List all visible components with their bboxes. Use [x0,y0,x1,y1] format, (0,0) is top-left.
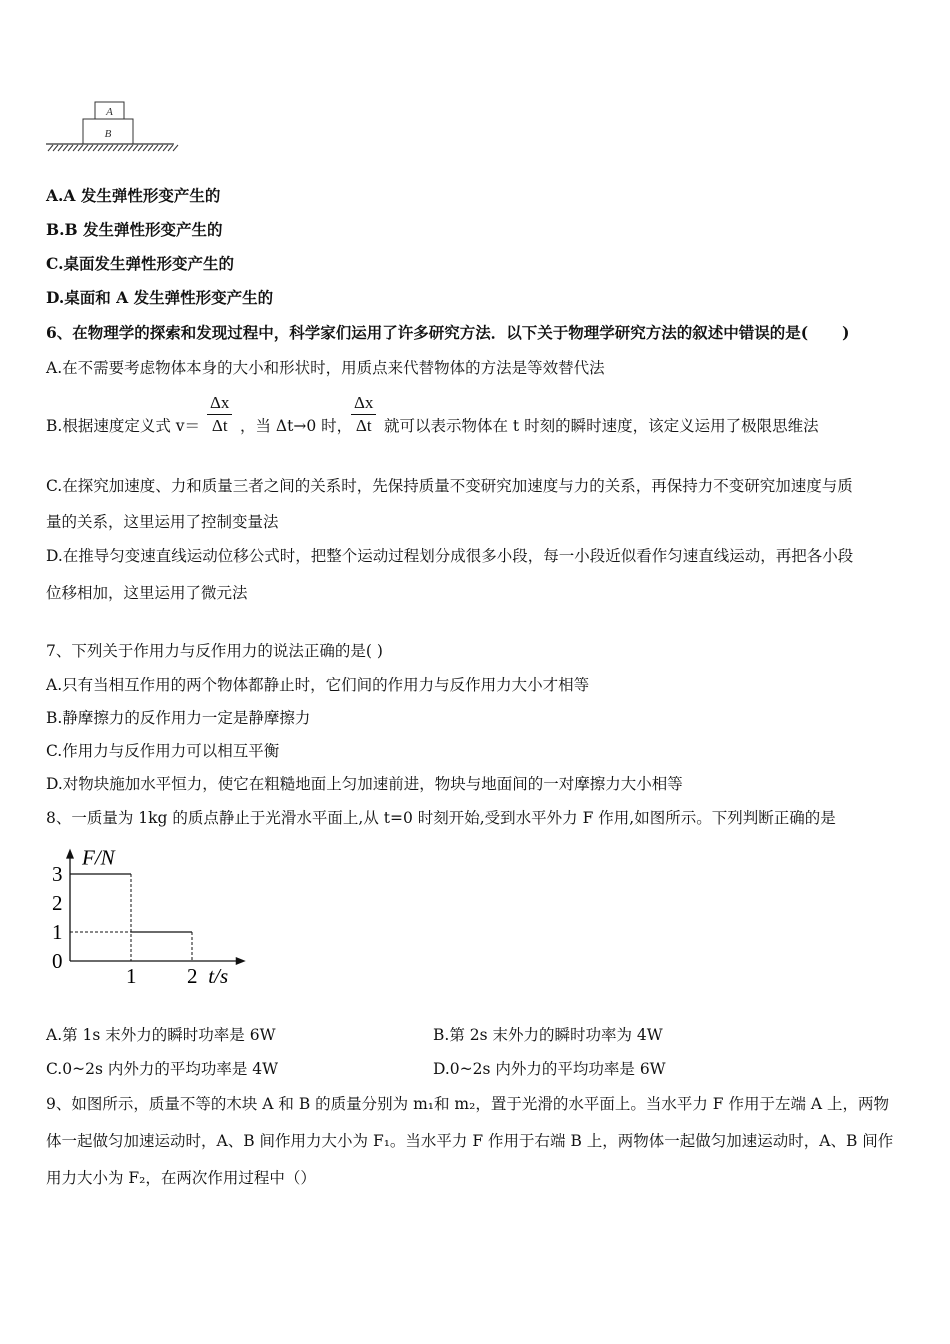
blocks-figure [44,98,179,156]
hatch-mark [113,145,118,151]
q6-stem-paren: ) [842,323,850,342]
q6-stem-text: 6、在物理学的探索和发现过程中，科学家们运用了许多研究方法．以下关于物理学研究方法的叙述中错误的是( [46,323,809,342]
q6-option-a: A.在不需要考虑物体本身的大小和形状时，用质点来代替物体的方法是等效替代法 [46,359,605,377]
x-tick-label: 1 [126,964,137,988]
hatch-mark [53,145,58,151]
q6-option-d-line2: 位移相加，这里运用了微元法 [46,584,248,602]
x-axis-arrow [236,957,246,965]
q9-line-1: 9、如图所示，质量不等的木块 A 和 B 的质量分别为 m₁和 m₂，置于光滑的水平面上。当水平力 F 作用于左端 A 上，两物 [46,1095,889,1113]
hatch-mark [148,145,153,151]
hatch-mark [58,145,63,151]
hatch-mark [83,145,88,151]
block-b-label: B [104,128,112,140]
y-tick-label: 2 [52,891,63,915]
y-tick-label: 3 [52,862,63,886]
y-tick-label: 1 [52,920,63,944]
q9-line-3: 用力大小为 F₂，在两次作用过程中（） [46,1169,316,1187]
fraction-denominator: Δt [211,416,228,435]
velocity-fraction-1 [207,392,232,437]
q6-option-d-line1: D.在推导匀变速直线运动位移公式时，把整个运动过程划分成很多小段，每一小段近似看作匀速直线运动，再把各小段 [46,547,854,565]
fraction-denominator: Δt [355,416,372,435]
q8-option-d: D.0~2s 内外力的平均功率是 6W [433,1060,666,1078]
q7-option-b: B.静摩擦力的反作用力一定是静摩擦力 [46,709,311,727]
hatch-mark [168,145,173,151]
q5-option-b: B.B 发生弹性形变产生的 [46,220,223,239]
x-axis-label: t/s [208,964,229,988]
q8-option-b: B.第 2s 末外力的瞬时功率为 4W [433,1026,663,1044]
q7-stem: 7、下列关于作用力与反作用力的说法正确的是( ) [46,642,383,660]
hatch-mark [133,145,138,151]
y-axis-label: F/N [82,845,115,870]
q7-option-c: C.作用力与反作用力可以相互平衡 [46,742,280,760]
ground-hatching [48,145,178,151]
hatch-mark [73,145,78,151]
q7-option-d: D.对物块施加水平恒力，使它在粗糙地面上匀加速前进，物块与地面间的一对摩擦力大小相等 [46,775,683,793]
q6-option-b-mid: ，当 Δt→0 时， [240,417,353,435]
fraction-numerator: Δx [207,392,232,415]
hatch-mark [103,145,108,151]
hatch-mark [163,145,168,151]
q6-option-b-suffix: 就可以表示物体在 t 时刻的瞬时速度，该定义运用了极限思维法 [384,417,819,435]
hatch-mark [128,145,133,151]
hatch-mark [118,145,123,151]
hatch-mark [138,145,143,151]
q8-stem: 8、一质量为 1kg 的质点静止于光滑水平面上,从 t=0 时刻开始,受到水平外力 F 作用,如图所示。下列判断正确的是 [46,809,836,827]
q6-option-c-line2: 量的关系，这里运用了控制变量法 [46,513,279,531]
q6-stem [46,323,849,343]
hatch-mark [78,145,83,151]
hatch-mark [68,145,73,151]
hatch-mark [158,145,163,151]
hatch-mark [123,145,128,151]
hatch-mark [88,145,93,151]
q8-option-c: C.0~2s 内外力的平均功率是 4W [46,1060,279,1078]
fraction-numerator: Δx [351,392,376,415]
y-tick-label: 0 [52,949,63,973]
q5-option-a: A.A 发生弹性形变产生的 [46,186,221,205]
hatch-mark [63,145,68,151]
hatch-mark [173,145,178,151]
q8-option-a: A.第 1s 末外力的瞬时功率是 6W [46,1026,276,1044]
x-tick-label: 2 [187,964,198,988]
q9-line-2: 体一起做匀加速运动时，A、B 间作用力大小为 F₁。当水平力 F 作用于右端 B 上，两物体一起做匀加速运动时，A、B 间作 [46,1132,894,1150]
q7-option-a: A.只有当相互作用的两个物体都静止时，它们间的作用力与反作用力大小才相等 [46,676,590,694]
block-a-label: A [106,106,113,118]
q6-option-c-line1: C.在探究加速度、力和质量三者之间的关系时，先保持质量不变研究加速度与力的关系，再保持力不变研究加速度与质 [46,477,853,495]
q6-option-b-prefix: B.根据速度定义式 v＝ [46,417,201,435]
hatch-mark [143,145,148,151]
hatch-mark [93,145,98,151]
q5-option-d: D.桌面和 A 发生弹性形变产生的 [46,288,274,307]
hatch-mark [108,145,113,151]
hatch-mark [48,145,53,151]
hatch-mark [153,145,158,151]
q5-option-c: C.桌面发生弹性形变产生的 [46,254,234,273]
y-axis-arrow [66,849,74,859]
force-time-chart [40,838,260,998]
velocity-fraction-2 [351,392,376,437]
hatch-mark [98,145,103,151]
